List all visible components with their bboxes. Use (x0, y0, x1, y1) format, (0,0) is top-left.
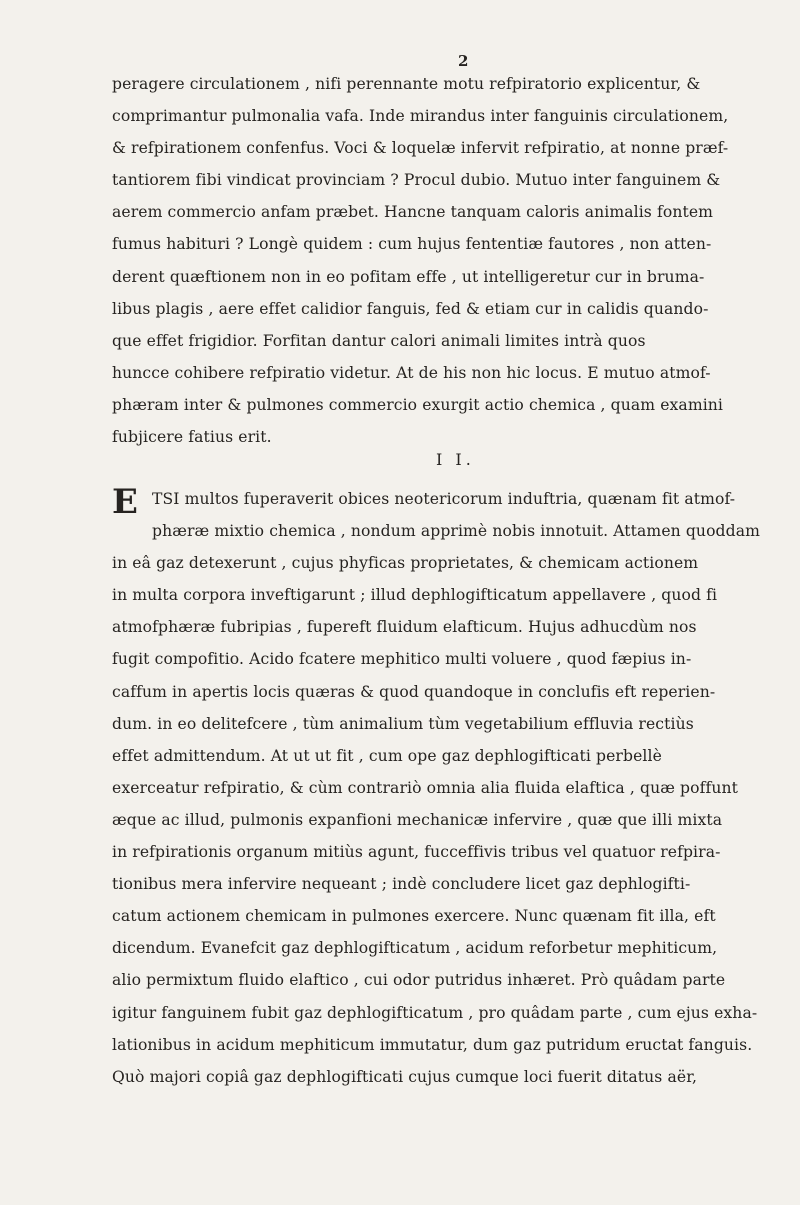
text-line: igitur fanguinem fubit gaz dephlogifticatum , pro quâdam parte , cum ejus exha- (112, 1003, 758, 1022)
text-line: libus plagis , aere effet calidior fanguis, fed & etiam cur in calidis quando- (112, 299, 709, 318)
drop-cap: E (112, 482, 138, 522)
text-line: in multa corpora inveftigarunt ; illud dephlogifticatum appellavere , quod fi (112, 586, 718, 605)
text-line: peragere circulationem , nifi perennante motu refpiratorio explicentur, & (112, 75, 701, 93)
text-line: lationibus in acidum mephiticum immutatur, dum gaz putridum eructat fanguis. (112, 1035, 753, 1054)
paragraph-1 (112, 68, 800, 453)
text-line: tantiorem fibi vindicat provinciam ? Procul dubio. Mutuo inter fanguinem & (112, 171, 721, 190)
text-line: caffum in apertis locis quæras & quod quandoque in conclufis eft reperien- (112, 682, 716, 701)
section-number: I I. (436, 450, 475, 469)
text-line: TSI multos fuperaverit obices neotericorum induftria, quænam fit atmof- (152, 490, 736, 508)
page-mark: 2 (458, 52, 469, 70)
text-line: in refpirationis organum mitiùs agunt, fucceffivis tribus vel quatuor refpira- (112, 843, 721, 862)
text-line: effet admittendum. At ut ut fit , cum ope gaz dephlogifticati perbellè (112, 746, 662, 765)
text-line: in eâ gaz detexerunt , cujus phyficas proprietates, & chemicam actionem (112, 554, 699, 573)
text-line: alio permixtum fluido elaftico , cui odor putridus inhæret. Prò quâdam parte (112, 971, 726, 990)
text-line: phæræ mixtio chemica , nondum apprimè nobis innotuit. Attamen quoddam (152, 522, 761, 541)
text-line: huncce cohibere refpiratio videtur. At de his non hic locus. E mutuo atmof- (112, 363, 711, 382)
text-line: aerem commercio anfam præbet. Hancne tanquam caloris animalis fontem (112, 203, 714, 222)
text-line: exerceatur refpiratio, & cùm contrariò omnia alia fluida elaftica , quæ poffunt (112, 778, 738, 797)
paragraph-2 (112, 483, 800, 1093)
text-line: Quò majori copiâ gaz dephlogifticati cujus cumque loci fuerit ditatus aër, (112, 1067, 698, 1086)
text-line: & refpirationem confenfus. Voci & loquelæ infervit refpiratio, at nonne præf- (112, 139, 729, 158)
text-line: æque ac illud, pulmonis expanfioni mechanicæ infervire , quæ que illi mixta (112, 810, 723, 829)
text-line: comprimantur pulmonalia vafa. Inde mirandus inter fanguinis circulationem, (112, 107, 729, 126)
text-line: dicendum. Evanefcit gaz dephlogifticatum , acidum reforbetur mephiticum, (112, 939, 718, 958)
text-line: tionibus mera infervire nequeant ; indè concludere licet gaz dephlogifti- (112, 875, 691, 894)
text-line: atmofphæræ fubripias , fupereft fluidum elafticum. Hujus adhucdùm nos (112, 618, 697, 637)
text-line: que effet frigidior. Forfitan dantur calori animali limites intrà quos (112, 331, 646, 350)
text-line: derent quæftionem non in eo pofitam effe , ut intelligeretur cur in bruma- (112, 267, 705, 286)
text-line: fubjicere fatius erit. (112, 428, 272, 447)
text-line: dum. in eo delitefcere , tùm animalium tùm vegetabilium effluvia rectiùs (112, 714, 694, 733)
text-line: fugit compofitio. Acido fcatere mephitico multi voluere , quod fæpius in- (112, 650, 692, 669)
text-line: catum actionem chemicam in pulmones exercere. Nunc quænam fit illa, eft (112, 907, 716, 926)
text-line: fumus habituri ? Longè quidem : cum hujus fententiæ fautores , non atten- (112, 235, 712, 254)
text-line: phæram inter & pulmones commercio exurgit actio chemica , quam examini (112, 395, 724, 414)
